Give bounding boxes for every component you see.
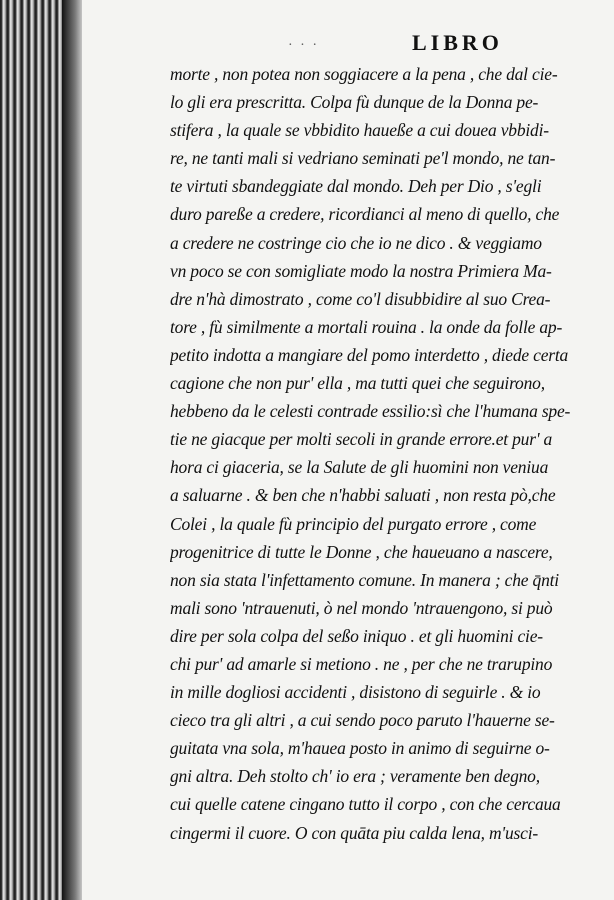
text-line: mali sono 'ntrauenuti, ò nel mondo 'ntrauengono, si può (170, 597, 553, 618)
text-line: progenitrice di tutte le Donne , che haueuano a nascere, (170, 541, 553, 562)
text-line: dre n'hà dimostrato , come co'l disubbidire al suo Crea- (170, 288, 551, 309)
text-line: in mille dogliosi accidenti , disistono di seguirle . & io (170, 682, 541, 703)
text-line: gni altra. Deh stolto ch' io era ; veramente ben degno, (170, 766, 540, 787)
text-line: chi pur' ad amarle si metiono . ne , per che ne trarupino (170, 653, 553, 674)
text-line: duro pareße a credere, ricordianci al meno di quello, che (170, 204, 560, 225)
text-line: tie ne giacque per molti secoli in grande errore.et pur' a (170, 429, 553, 450)
text-block (170, 60, 600, 847)
text-line: re, ne tanti mali si vedriano seminati pe'l mondo, ne tan- (170, 148, 556, 169)
text-line: non sia stata l'infettamento comune. In manera ; che q̄nti (170, 569, 559, 590)
text-line: guitata vna sola, m'hauea posto in animo di seguirne o- (170, 738, 550, 759)
text-line: cingermi il cuore. O con quāta piu calda lena, m'usci- (170, 822, 538, 843)
text-line: cagione che non pur' ella , ma tutti quei che seguirono, (170, 373, 545, 394)
text-line: morte , non potea non soggiacere a la pena , che dal cie- (170, 64, 558, 84)
running-head: LIBRO (412, 30, 503, 55)
text-line: petito indotta a mangiare del pomo interdetto , diede certa (170, 344, 569, 365)
text-line: cui quelle catene cingano tutto il corpo , con che cercaua (170, 794, 561, 815)
text-line: hebbeno da le celesti contrade essilio:sì che l'humana spe- (170, 401, 571, 422)
text-line: tore , fù similmente a mortali rouina . la onde da folle ap- (170, 316, 563, 337)
folio-marks: · · · (288, 38, 319, 53)
stacked-page-edges (0, 0, 70, 900)
text-line: a saluarne . & ben che n'habbi saluati , non resta pò,che (170, 485, 556, 506)
gutter-shadow (62, 0, 84, 900)
text-line: lo gli era prescritta. Colpa fù dunque de la Donna pe- (170, 92, 539, 113)
text-line: hora ci giaceria, se la Salute de gli huomini non veniua (170, 457, 549, 478)
book-page (82, 0, 614, 900)
text-line: cieco tra gli altri , a cui sendo poco paruto l'hauerne se- (170, 710, 555, 731)
text-line: vn poco se con somigliate modo la nostra Primiera Ma- (170, 260, 552, 281)
text-line: Colei , la quale fù principio del purgato errore , come (170, 513, 537, 534)
text-line: te virtuti sbandeggiate dal mondo. Deh per Dio , s'egli (170, 176, 542, 197)
text-line: a credere ne costringe cio che io ne dico . & veggiamo (170, 232, 542, 253)
text-line: stifera , la quale se vbbidito haueße a cui douea vbbidi- (170, 120, 549, 141)
text-line: dire per sola colpa del seßo iniquo . et gli huomini cie- (170, 625, 543, 646)
